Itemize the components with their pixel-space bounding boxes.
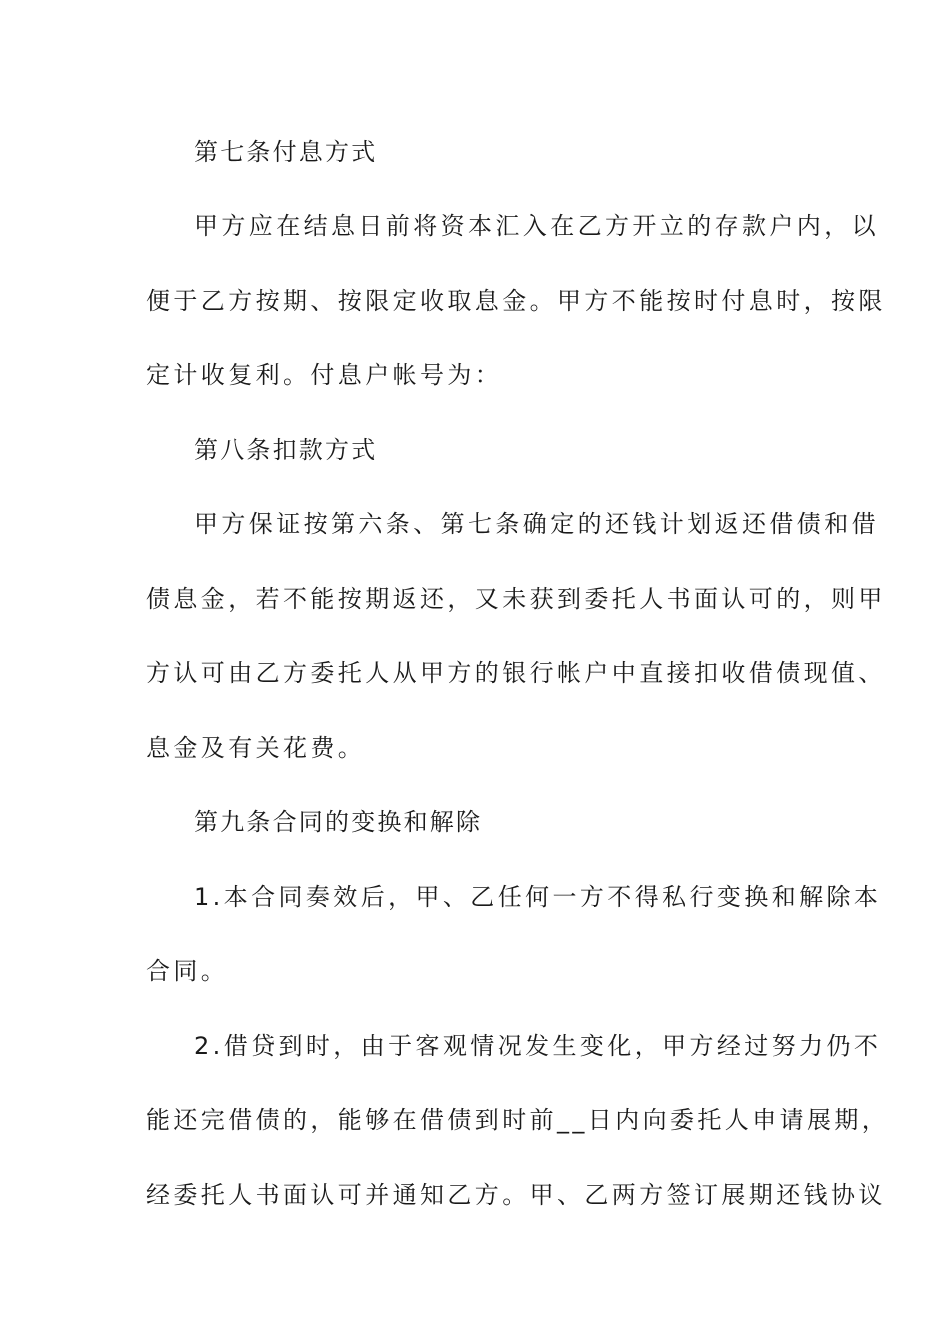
article-7-paragraph-line-1: 甲方应在结息日前将资本汇入在乙方开立的存款户内，以 (194, 212, 879, 240)
article-9-clause-2-line-3: 经委托人书面认可并通知乙方。甲、乙两方签订展期还钱协议 (146, 1181, 886, 1209)
article-7-paragraph-line-3: 定计收复利。付息户帐号为： (146, 361, 503, 389)
article-9-clause-1-line-1: 1.本合同奏效后，甲、乙任何一方不得私行变换和解除本 (194, 883, 882, 911)
article-9-clause-2-line-2: 能还完借债的，能够在借债到时前__日内向委托人申请展期， (146, 1106, 890, 1134)
article-8-paragraph-line-4: 息金及有关花费。 (146, 734, 366, 762)
article-9-clause-1-line-2: 合同。 (146, 957, 229, 985)
article-7-paragraph-line-2: 便于乙方按期、按限定收取息金。甲方不能按时付息时，按限 (146, 287, 886, 315)
article-8-paragraph-line-1: 甲方保证按第六条、第七条确定的还钱计划返还借债和借 (194, 510, 879, 538)
article-7-heading: 第七条付息方式 (194, 138, 378, 166)
article-9-clause-2-line-1: 2.借贷到时，由于客观情况发生变化，甲方经过努力仍不 (194, 1032, 882, 1060)
article-8-heading: 第八条扣款方式 (194, 436, 378, 464)
article-8-paragraph-line-2: 债息金，若不能按期返还，又未获到委托人书面认可的，则甲 (146, 585, 886, 613)
article-9-heading: 第九条合同的变换和解除 (194, 808, 483, 836)
article-8-paragraph-line-3: 方认可由乙方委托人从甲方的银行帐户中直接扣收借债现值、 (146, 659, 886, 687)
